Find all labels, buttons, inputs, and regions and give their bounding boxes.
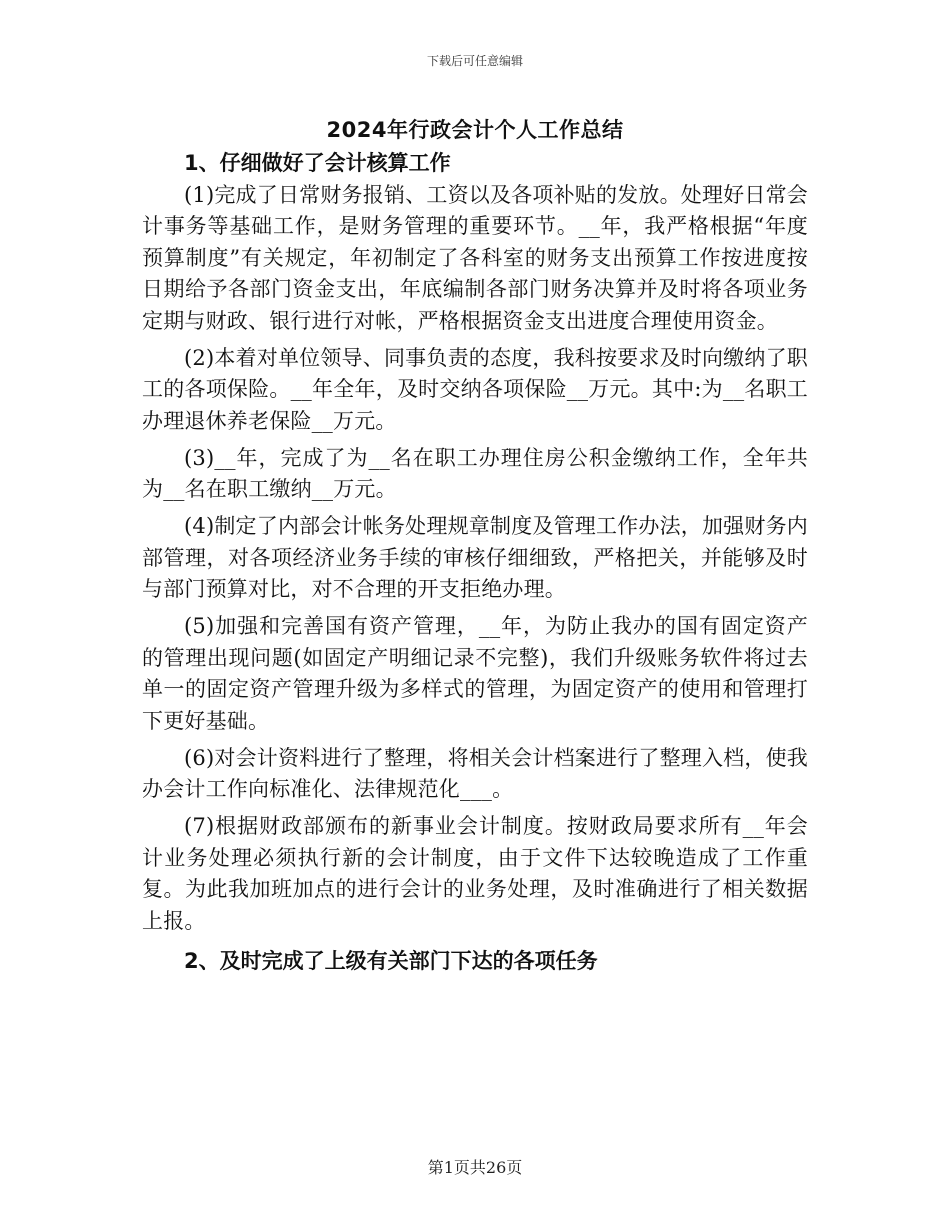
section-heading-2: 2、及时完成了上级有关部门下达的各项任务 (184, 949, 598, 973)
section-heading-1: 1、仔细做好了会计核算工作 (184, 151, 451, 175)
paragraph-3: (3)__年，完成了为__名在职工办理住房公积金缴纳工作，全年共为__名在职工缴纳__万元。 (142, 445, 808, 501)
paragraph-6: (6)对会计资料进行了整理，将相关会计档案进行了整理入档，使我办会计工作向标准化、法律规范化___。 (142, 745, 808, 801)
paragraph-1: (1)完成了日常财务报销、工资以及各项补贴的发放。处理好日常会计事务等基础工作，是财务管理的重要环节。__年，我严格根据“年度预算制度”有关规定，年初制定了各科室的财务支出预算工作按进度按日期给予各部门资金支出，年底编制各部门财务决算并及时将各项业务定期与财政、银行进行对帐，严格根据资金支出进度合理使用资金。 (142, 182, 808, 333)
page-footer: 第1页共26页 (427, 1158, 523, 1177)
paragraph-2: (2)本着对单位领导、同事负责的态度，我科按要求及时向缴纳了职工的各项保险。__年全年，及时交纳各项保险__万元。其中:为__名职工办理退休养老保险__万元。 (142, 345, 808, 433)
document-title: 2024年行政会计个人工作总结 (326, 118, 624, 142)
paragraph-7: (7)根据财政部颁布的新事业会计制度。按财政局要求所有__年会计业务处理必须执行新的会计制度，由于文件下达较晚造成了工作重复。为此我加班加点的进行会计的业务处理，及时准确进行了相关数据上报。 (142, 814, 808, 933)
document-body (142, 148, 808, 978)
page-header: 下载后可任意编辑 (426, 54, 523, 68)
paragraph-5: (5)加强和完善国有资产管理，__年，为防止我办的国有固定资产的管理出现问题(如固定产明细记录不完整)，我们升级账务软件将过去单一的固定资产管理升级为多样式的管理，为固定资产的使用和管理打下更好基础。 (142, 614, 808, 733)
paragraph-4: (4)制定了内部会计帐务处理规章制度及管理工作办法，加强财务内部管理，对各项经济业务手续的审核仔细细致，严格把关，并能够及时与部门预算对比，对不合理的开支拒绝办理。 (142, 514, 808, 601)
